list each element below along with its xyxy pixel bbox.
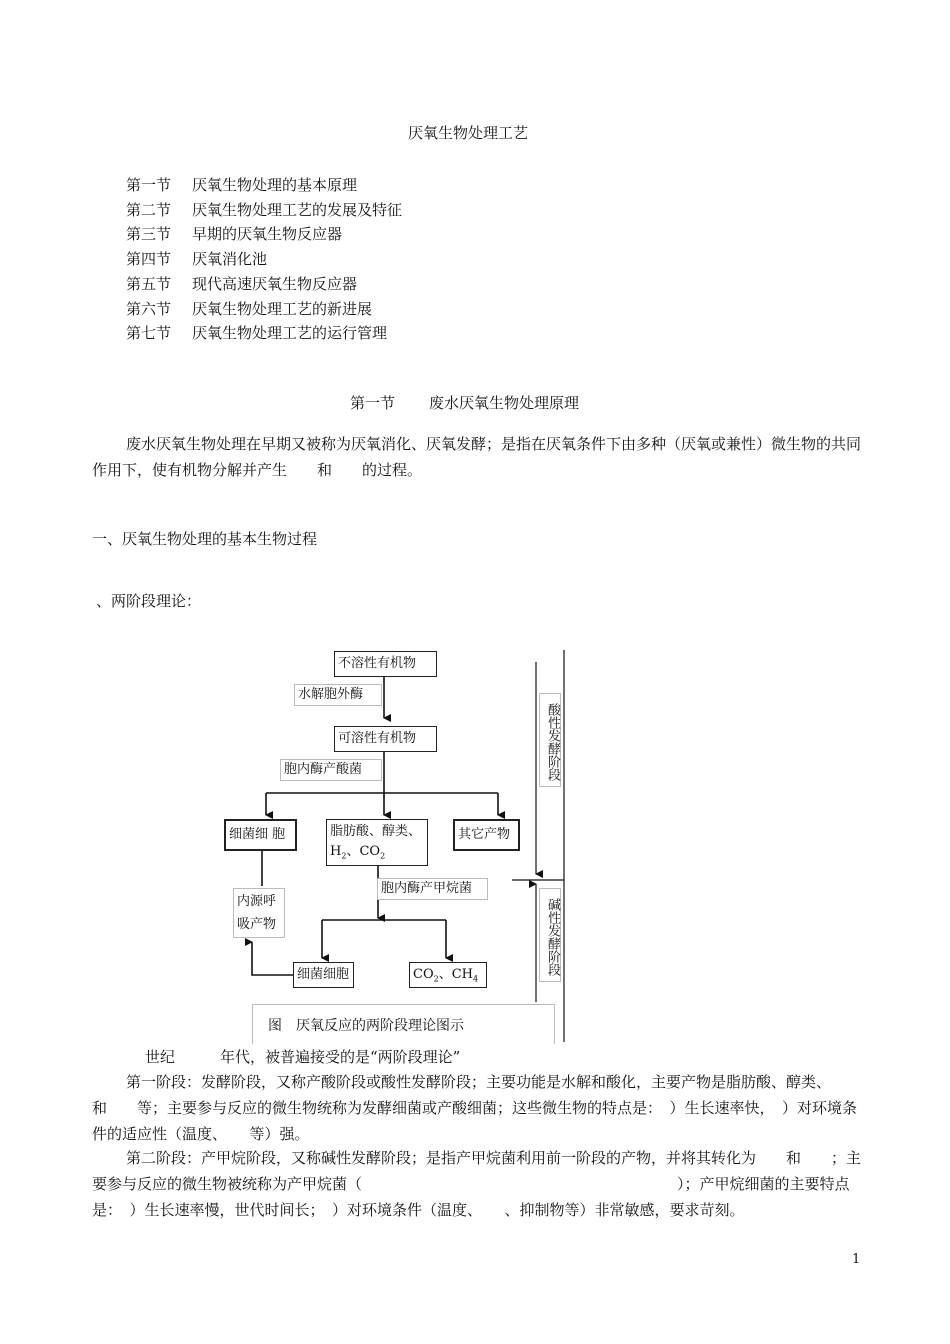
box-fatty-acids: [326, 819, 428, 866]
stage1-text: 第一阶段：发酵阶段，又称产酸阶段或酸性发酵阶段；主要功能是水解和酸化，主要产物是脂肪酸、醇类、 和 等；主要参与反应的微生物统称为发酵细菌或产酸细菌；这些微生物的特点是： ）生长速率快， ）对环境条件的适应性（温度、 等）强。: [92, 1073, 858, 1143]
box-soluble-organics: 可溶性有机物: [334, 726, 437, 752]
label-acid-stage: 酸性发酵阶段: [539, 693, 561, 787]
toc-item-text: 现代高速厌氧生物反应器: [192, 275, 358, 293]
arrow-cells2-to-endo: [252, 942, 295, 975]
label-acid-bacteria: 胞内酶产酸菌: [280, 759, 382, 781]
section-title: 废水厌氧生物处理原理: [429, 394, 580, 412]
section-number: 第一节: [350, 394, 396, 412]
century-paragraph: 世纪 年代，被普遍接受的是“两阶段理论”: [145, 1048, 461, 1066]
document-title: 厌氧生物处理工艺: [408, 124, 529, 142]
page-number: 1: [852, 1252, 861, 1267]
stage1-paragraph: [92, 1069, 864, 1147]
h2-label: [330, 844, 385, 859]
toc-item-number: 第三节: [126, 225, 172, 243]
heading-basic-process: 一、厌氧生物处理的基本生物过程: [92, 530, 318, 548]
separator: 、: [346, 844, 360, 859]
box-other-products: 其它产物: [453, 819, 520, 851]
toc-item-text: 厌氧生物处理工艺的发展及特征: [192, 201, 403, 219]
toc-item-number: 第四节: [126, 250, 172, 268]
toc-item-number: 第六节: [126, 300, 172, 318]
co-symbol: CO: [359, 844, 381, 859]
toc-item-text: 厌氧生物处理工艺的运行管理: [192, 324, 388, 342]
co-subscript: 2: [380, 851, 386, 861]
box-bacterial-cells-2: 细菌细胞: [293, 962, 354, 988]
label-hydrolase: 水解胞外酶: [294, 684, 382, 706]
acids-line1: 脂肪酸、醇类、: [330, 824, 422, 839]
h-subscript: 2: [341, 851, 347, 861]
box-co2-ch4: [409, 962, 487, 988]
stage2-text: 第二阶段：产甲烷阶段，又称碱性发酵阶段；是指产甲烷菌利用前一阶段的产物，并将其转化为 和 ；主要参与反应的微生物被统称为产甲烷菌（ ）；产甲烷细菌的主要特点是： ）生长速率慢，世代时间长； ）对环境条件（温度、 、抑制物等）非常敏感，要求苛刻。: [92, 1149, 862, 1219]
figure-caption: 图 厌氧反应的两阶段理论图示: [268, 1018, 464, 1034]
toc-item-number: 第五节: [126, 275, 172, 293]
heading-two-stage: 、两阶段理论：: [96, 592, 202, 610]
label-alkaline-stage: 碱性发酵阶段: [539, 888, 561, 982]
stage2-paragraph: [92, 1145, 864, 1223]
figure-caption-box: [252, 1004, 555, 1044]
toc-item-number: 第二节: [126, 201, 172, 219]
endo-text: 内源呼吸产物: [237, 894, 277, 932]
box-insoluble-organics: 不溶性有机物: [334, 651, 437, 677]
toc-item-text: 厌氧消化池: [192, 250, 268, 268]
toc-item-text: 早期的厌氧生物反应器: [192, 225, 343, 243]
box-bacterial-cells: 细菌细 胞: [224, 819, 297, 851]
h-symbol: H: [330, 844, 342, 859]
label-methanogen: 胞内酶产甲烷菌: [377, 878, 488, 900]
gas-co-symbol: CO: [413, 967, 434, 982]
toc-item-text: 厌氧生物处理的基本原理: [192, 176, 358, 194]
gas-co-subscript: 2: [433, 974, 439, 984]
gas-ch-symbol: 、CH: [438, 967, 473, 982]
toc-item-number: 第七节: [126, 324, 172, 342]
toc-item-text: 厌氧生物处理工艺的新进展: [192, 300, 373, 318]
box-endogenous-respiration: [233, 888, 285, 938]
toc-item-number: 第一节: [126, 176, 172, 194]
gas-ch-subscript: 4: [473, 974, 479, 984]
intro-text: 废水厌氧生物处理在早期又被称为厌氧消化、厌氧发酵；是指在厌氧条件下由多种（厌氧或兼性）微生物的共同作用下，使有机物分解并产生 和 的过程。: [92, 435, 862, 479]
